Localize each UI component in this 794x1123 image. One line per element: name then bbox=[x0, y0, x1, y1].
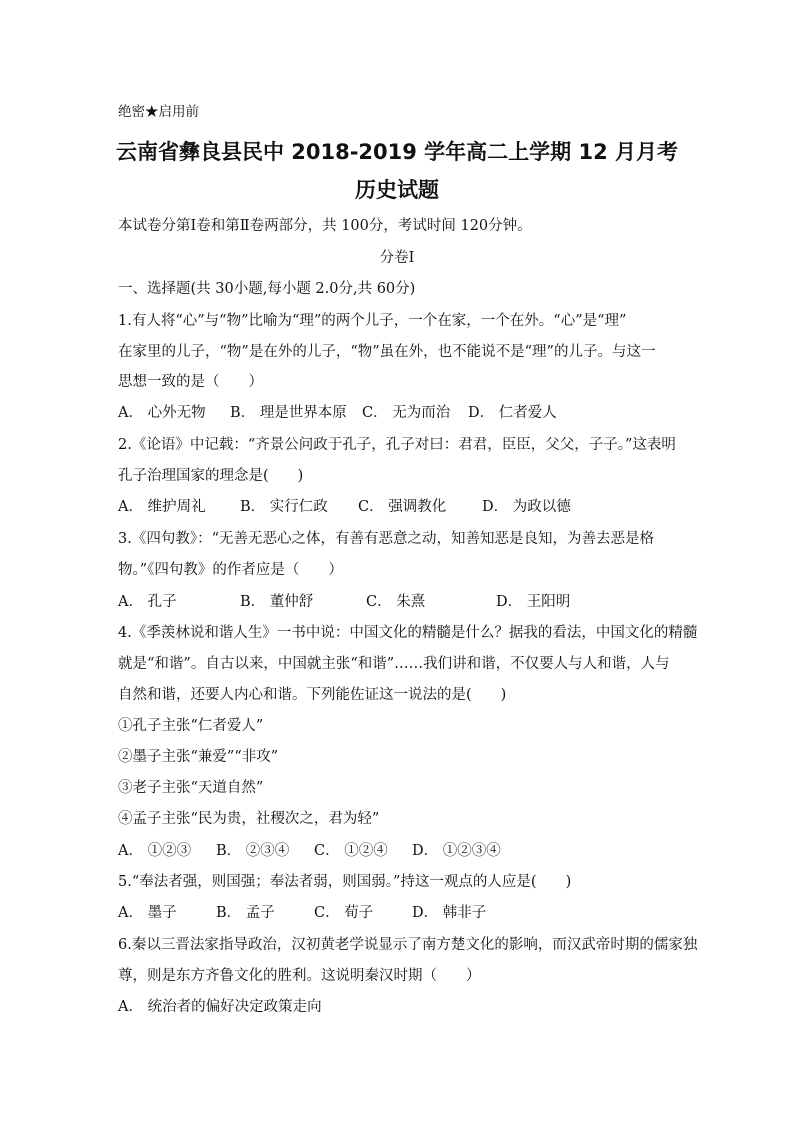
option-a[interactable]: A． 孔子 bbox=[118, 594, 177, 610]
option-d[interactable]: D． 为政以德 bbox=[482, 499, 571, 515]
option-b[interactable]: B． 实行仁政 bbox=[240, 499, 328, 515]
question-4-statement-2: ②墨子主张“兼爱”“非攻” bbox=[118, 749, 279, 765]
section-label: 分卷I bbox=[379, 250, 415, 266]
question-3-line-2: 物。”《四句教》的作者应是（ ） bbox=[118, 562, 343, 578]
option-d[interactable]: D． 王阳明 bbox=[496, 594, 571, 610]
option-c[interactable]: C． 朱熹 bbox=[366, 594, 426, 610]
option-d[interactable]: D． ①②③④ bbox=[412, 843, 501, 859]
question-4-line-2: 就是“和谐”。自古以来，中国就主张“和谐”……我们讲和谐，不仅要人与人和谐，人与 bbox=[118, 656, 670, 672]
exam-intro: 本试卷分第Ⅰ卷和第Ⅱ卷两部分，共 100分，考试时间 120分钟。 bbox=[118, 218, 532, 234]
option-c[interactable]: C． 荀子 bbox=[314, 905, 374, 921]
question-1-line-3: 思想一致的是（ ） bbox=[118, 374, 263, 390]
page-subtitle: 历史试题 bbox=[355, 178, 439, 202]
option-a[interactable]: A． 维护周礼 bbox=[118, 499, 206, 515]
option-c[interactable]: C． 强调教化 bbox=[358, 499, 447, 515]
option-d[interactable]: D． 仁者爱人 bbox=[468, 405, 557, 421]
question-6-line-2: 尊，则是东方齐鲁文化的胜利。这说明秦汉时期（ ） bbox=[118, 968, 481, 984]
option-b[interactable]: B． 理是世界本原 bbox=[230, 405, 347, 421]
question-4-statement-3: ③老子主张“天道自然” bbox=[118, 780, 264, 796]
option-c[interactable]: C． ①②④ bbox=[314, 843, 388, 859]
option-a[interactable]: A． 心外无物 bbox=[118, 405, 206, 421]
question-2-line-2: 孔子治理国家的理念是( ) bbox=[118, 468, 304, 484]
question-1-line-1: 1.有人将“心”与“物”比喻为“理”的两个儿子，一个在家，一个在外。“心”是“理” bbox=[118, 313, 627, 329]
page-title: 云南省彝良县民中 2018-2019 学年高二上学期 12 月月考 bbox=[115, 140, 679, 164]
option-d[interactable]: D． 韩非子 bbox=[412, 905, 487, 921]
question-2-line-1: 2.《论语》中记载：“齐景公问政于孔子，孔子对曰：君君，臣臣，父父，子子。”这表明 bbox=[118, 437, 676, 453]
option-a[interactable]: A． ①②③ bbox=[118, 843, 192, 859]
question-3-line-1: 3.《四句教》：“无善无恶心之体，有善有恶意之动，知善知恶是良知，为善去恶是格 bbox=[118, 531, 654, 547]
option-b[interactable]: B． 董仲舒 bbox=[240, 594, 314, 610]
option-c[interactable]: C． 无为而治 bbox=[362, 405, 451, 421]
question-4-line-1: 4.《季羡林说和谐人生》一书中说：中国文化的精髓是什么？据我的看法，中国文化的精髓 bbox=[118, 625, 698, 641]
question-6-line-1: 6.秦以三晋法家指导政治，汉初黄老学说显示了南方楚文化的影响，而汉武帝时期的儒家独 bbox=[118, 937, 698, 953]
part-heading: 一、选择题(共 30小题,每小题 2.0分,共 60分) bbox=[118, 281, 416, 297]
question-4-line-3: 自然和谐，还要人内心和谐。下列能佐证这一说法的是( ) bbox=[118, 687, 507, 703]
question-4-statement-1: ①孔子主张“仁者爱人” bbox=[118, 718, 264, 734]
question-1-line-2: 在家里的儿子，“物”是在外的儿子，“物”虽在外，也不能说不是“理”的儿子。与这一 bbox=[118, 344, 656, 360]
question-5-line-1: 5.“奉法者强，则国强；奉法者弱，则国弱。”持这一观点的人应是( ) bbox=[118, 874, 572, 890]
option-b[interactable]: B． ②③④ bbox=[216, 843, 290, 859]
secret-mark: 绝密★启用前 bbox=[118, 104, 199, 120]
question-4-statement-4: ④孟子主张“民为贵，社稷次之，君为轻” bbox=[118, 811, 380, 827]
option-b[interactable]: B． 孟子 bbox=[216, 905, 275, 921]
option-a[interactable]: A． 统治者的偏好决定政策走向 bbox=[118, 999, 322, 1015]
option-a[interactable]: A． 墨子 bbox=[118, 905, 177, 921]
